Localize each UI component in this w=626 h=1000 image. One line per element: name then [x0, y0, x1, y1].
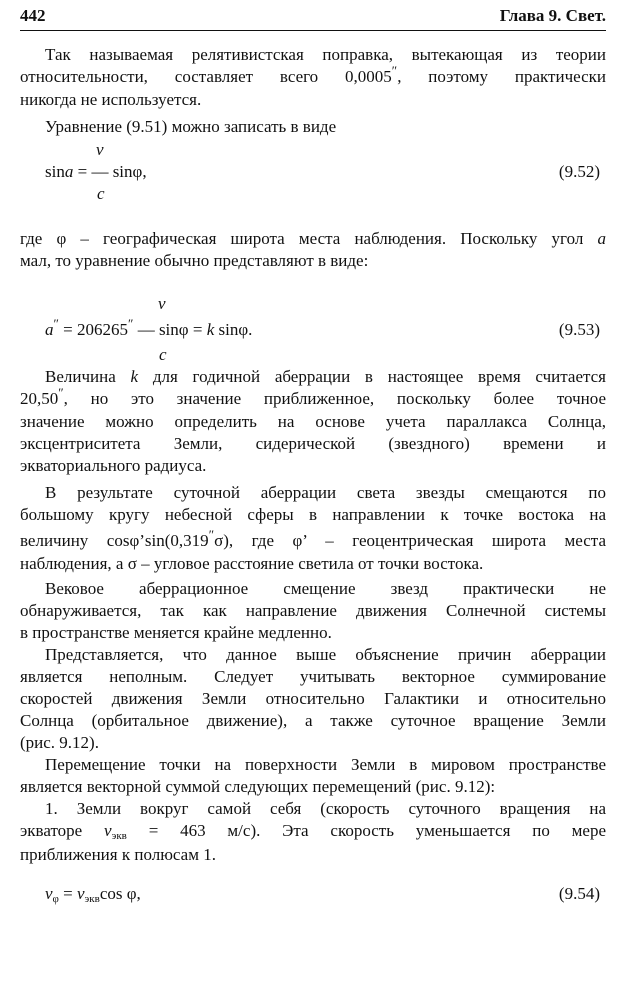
- paragraph-diurnal-aberration: [20, 482, 606, 575]
- text-line: большому кругу небесной сферы в направлении к точке востока на: [20, 505, 606, 524]
- text-line: Перемещение точки на поверхности Земли в мировом пространстве: [45, 755, 606, 774]
- eq-body: vφ = vэквcos φ,: [45, 884, 141, 905]
- text-line: В результате суточной аберрации света звезды смещаются по: [45, 483, 606, 502]
- text-line: экваторе vэкв = 463 м/с). Эта скорость уменьшается по мере: [20, 821, 607, 842]
- text-line: скоростей движения Земли относительно Галактики и относительно: [20, 689, 606, 708]
- paragraph-equation-intro: [20, 116, 606, 138]
- paragraph-displacement: [20, 754, 606, 798]
- text-line: экваториального радиуса.: [20, 456, 207, 475]
- text-line: величину cosφ’sin(0,319″σ), где φ’ – геоцентрическая широта места: [20, 527, 606, 550]
- text-line: 1. Земли вокруг самой себя (скорость суточного вращения на: [45, 799, 606, 818]
- page-header: [20, 4, 606, 31]
- eq-numerator: v: [158, 294, 166, 313]
- paragraph-latitude: [20, 228, 606, 272]
- text-line: является неполным. Следует учитывать векторное суммирование: [20, 667, 606, 686]
- text-line: Представляется, что данное выше объяснение причин аберрации: [45, 645, 606, 664]
- text-line: 20,50″, но это значение приближенное, поскольку более точное: [20, 385, 606, 408]
- text-line: Уравнение (9.51) можно записать в виде: [45, 117, 337, 136]
- text-line: в пространстве меняется крайне медленно.: [20, 623, 332, 642]
- eq-body: sina = — sinφ,: [45, 162, 147, 181]
- text-line: (рис. 9.12).: [20, 733, 99, 752]
- text-line: никогда не используется.: [20, 90, 202, 109]
- page-number: 442: [20, 6, 46, 25]
- eq-body: a″ = 206265″ — sinφ = k sinφ.: [45, 316, 253, 339]
- chapter-title: Глава 9. Свет.: [499, 6, 606, 25]
- text-line: Так называемая релятивистская поправка, вытекающая из теории: [45, 45, 606, 64]
- paragraph-earth-rotation: [20, 798, 606, 866]
- eq-denominator: c: [159, 345, 167, 364]
- text-line: относительности, составляет всего 0,0005″, поэтому практически: [20, 63, 606, 86]
- text-line: является векторной суммой следующих перемещений (рис. 9.12):: [20, 777, 496, 796]
- text-line: обнаруживается, так как направление движения Солнечной системы: [20, 601, 606, 620]
- equation-number: (9.54): [558, 884, 600, 903]
- equation-number: (9.53): [558, 320, 600, 339]
- paragraph-relativistic-correction: [20, 44, 606, 111]
- text-line: Солнца (орбитальное движение), а также суточное вращение Земли: [20, 711, 606, 730]
- text-line: мал, то уравнение обычно представляют в виде:: [20, 251, 369, 270]
- eq-numerator: v: [96, 140, 104, 159]
- equation-number: (9.52): [558, 162, 600, 181]
- paragraph-annual-aberration: [20, 366, 606, 477]
- text-line: наблюдения, а σ – угловое расстояние светила от точки востока.: [20, 554, 484, 573]
- text-line: где φ – географическая широта места наблюдения. Поскольку угол a: [20, 229, 607, 248]
- eq-denominator: c: [97, 184, 105, 203]
- text-line: Вековое аберрационное смещение звезд практически не: [45, 579, 606, 598]
- text-line: значение можно определить на основе учета параллакса Солнца,: [20, 412, 606, 431]
- text-line: Величина k для годичной аберрации в настоящее время считается: [45, 367, 606, 386]
- paragraph-explanation: [20, 644, 606, 754]
- text-line: приближения к полюсам 1.: [20, 845, 216, 864]
- text-line: эксцентриситета Земли, сидерической (звездного) времени и: [20, 434, 606, 453]
- paragraph-secular-aberration: [20, 578, 606, 644]
